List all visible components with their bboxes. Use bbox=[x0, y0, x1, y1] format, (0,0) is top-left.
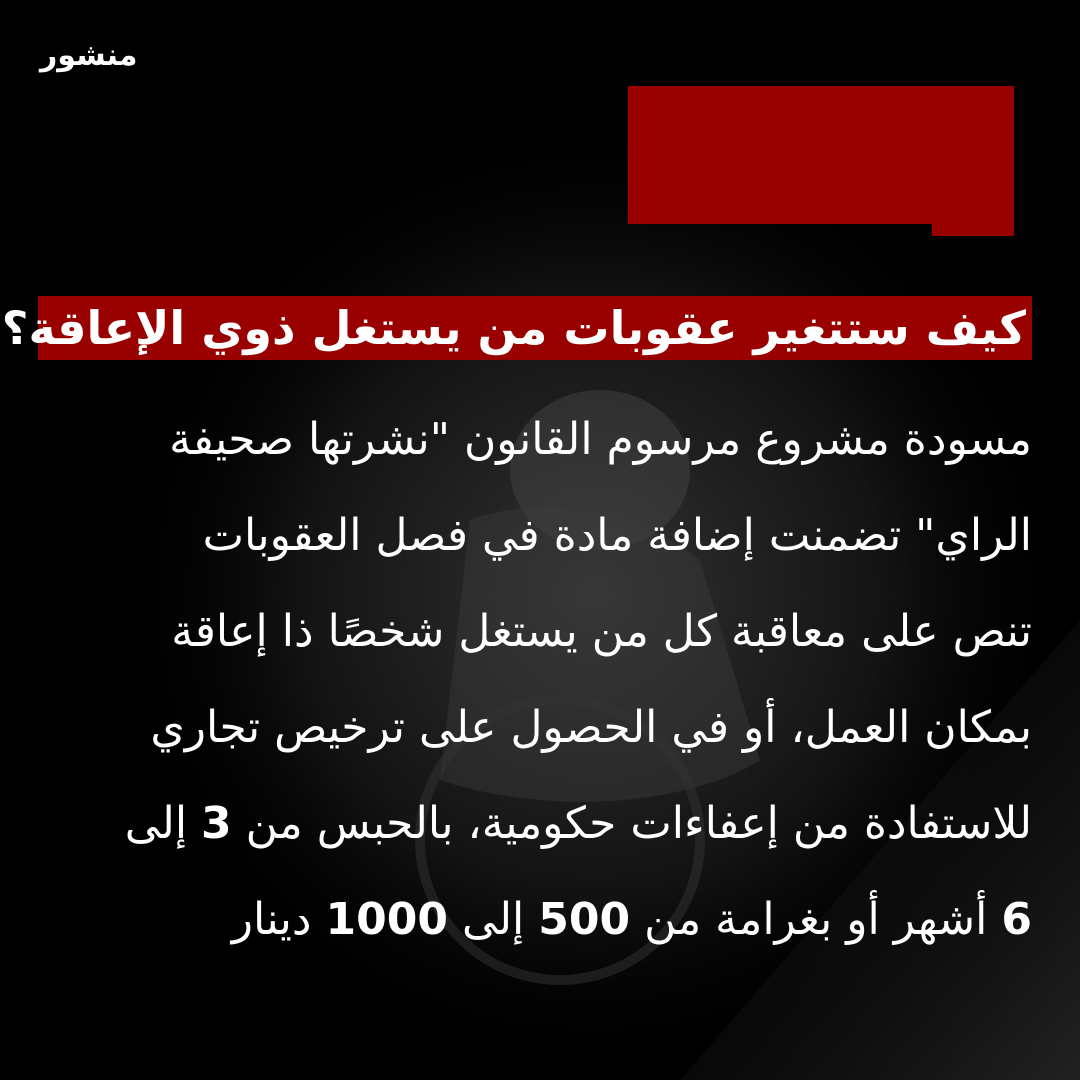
body-paragraph bbox=[38, 392, 1032, 968]
red-accent-block bbox=[628, 86, 1014, 224]
body-line: 6 أشهر أو بغرامة من 500 إلى 1000 دينار bbox=[231, 894, 1032, 945]
headline: كيف ستتغير عقوبات من يستغل ذوي الإعاقة؟ bbox=[1, 301, 1026, 355]
headline-banner bbox=[1, 296, 1032, 360]
brand-logo: منشور bbox=[40, 38, 138, 73]
body-line: بمكان العمل، أو في الحصول على ترخيص تجاري bbox=[150, 702, 1032, 753]
body-line: الراي" تضمنت إضافة مادة في فصل العقوبات bbox=[202, 510, 1032, 561]
number-highlight: 500 bbox=[538, 894, 631, 945]
number-highlight: 6 bbox=[1001, 894, 1032, 945]
number-highlight: 3 bbox=[201, 798, 232, 849]
number-highlight: 1000 bbox=[325, 894, 448, 945]
red-accent-tab bbox=[932, 224, 1014, 236]
body-line: للاستفادة من إعفاءات حكومية، بالحبس من 3 إلى bbox=[124, 798, 1032, 849]
body-line: تنص على معاقبة كل من يستغل شخصًا ذا إعاقة bbox=[171, 606, 1032, 657]
body-line: مسودة مشروع مرسوم القانون "نشرتها صحيفة bbox=[169, 414, 1032, 465]
